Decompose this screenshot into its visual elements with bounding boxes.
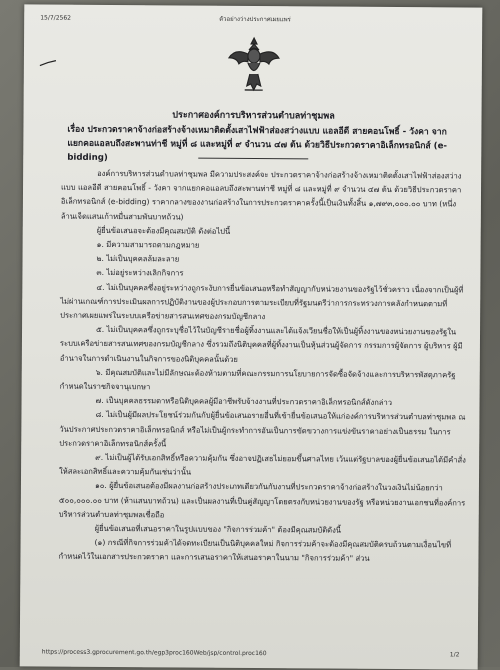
- footer-url: https://process3.gprocurement.go.th/egp3proc160Web/jsp/control.proc160: [41, 648, 267, 658]
- qualification-heading: ผู้ยื่นข้อเสนอจะต้องมีคุณสมบัติ ดังต่อไปนี้: [96, 225, 231, 236]
- qualification-item: ๕. ไม่เป็นบุคคลซึ่งถูกระบุชื่อไว้ในบัญชีรายชื่อผู้ทิ้งงานและได้แจ้งเวียนชื่อให้เป็นผู้ทิ้งงานของหน่วยงานของรัฐในระบบเครือข่ายสารสนเทศของกรมบัญชีกลาง ซึ่งรวมถึงนิติบุคคลที่ผู้ทิ้งงานเป็นหุ้นส่วนผู้จัดการ กรรมการผู้จัดการ ผู้บริหาร ผู้มีอำนาจในการดำเนินงานในกิจการของนิติบุคคลนั้นด้วย: [59, 325, 463, 364]
- announcement-subject: เรื่อง ประกวดราคาจ้างก่อสร้างจ้างเหมาติดตั้งเสาไฟฟ้าส่องสว่างแบบ แอลอีดี สายคอนโพธิ์ - วังคา จากแยกคอแอลบถึงสะพานท่าชี หมู่ที่ ๘ และหมู่ที่ ๙ จำนวน ๔๗ ต้น ด้วยวิธีประกวดราคาอิเล็กทรอนิกส์ (e-bidding): [67, 124, 448, 163]
- announcement-body: [58, 167, 469, 568]
- qualification-item: ๗. เป็นบุคคลธรรมดาหรือนิติบุคคลผู้มีอาชีพรับจ้างงานที่ประกวดราคาอิเล็กทรอนิกส์ดังกล่าว: [95, 396, 393, 408]
- qualification-item: ๓. ไม่อยู่ระหว่างเลิกกิจการ: [96, 268, 184, 278]
- joint-venture-heading: ผู้ยื่นข้อเสนอที่เสนอราคาในรูปแบบของ "กิจการร่วมค้า" ต้องมีคุณสมบัติดังนี้: [94, 523, 342, 535]
- qualification-item: ๙. ไม่เป็นผู้ได้รับเอกสิทธิ์หรือความคุ้มกัน ซึ่งอาจปฏิเสธไม่ยอมขึ้นศาลไทย เว้นแต่รัฐบาลของผู้ยื่นข้อเสนอได้มีคำสั่งให้สละเอกสิทธิ์และความคุ้มกันเช่นว่านั้น: [59, 452, 466, 477]
- intro-paragraph: องค์การบริหารส่วนตำบลท่าชุมพล มีความประสงค์จะ ประกวดราคาจ้างก่อสร้างจ้างเหมาติดตั้งเสาไฟฟ้าส่องสว่างแบบ แอลอีดี สายคอนโพธิ์ - วังคา จากแยกคอแอลบถึงสะพานท่าชี หมู่ที่ ๘ และหมู่ที่ ๙ จำนวน ๔๗ ต้น ด้วยวิธีประกวดราคาอิเล็กทรอนิกส์ (e-bidding) ราคากลางของงานก่อสร้างในการประกวดราคาครั้งนี้เป็นเงินทั้งสิ้น ๑,๗๙๓,๐๐๐.๐๐ บาท (หนึ่งล้านเจ็ดแสนเก้าหมื่นสามพันบาทถ้วน): [60, 168, 462, 222]
- qualification-item: ๔. ไม่เป็นบุคคลซึ่งอยู่ระหว่างถูกระงับการยื่นข้อเสนอหรือทำสัญญากับหน่วยงานของรัฐไว้ชั่วคราว เนื่องจากเป็นผู้ที่ไม่ผ่านเกณฑ์การประเมินผลการปฏิบัติงานของผู้ประกอบการตามระเบียบที่รัฐมนตรีว่าการกระทรวงการคลังกำหนดตามที่ประกาศเผยแพร่ในระบบเครือข่ายสารสนเทศของกรมบัญชีกลาง: [60, 282, 464, 322]
- pen-mark-icon: [38, 57, 78, 67]
- announcement-title: ประกาศองค์การบริหารส่วนตำบลท่าชุมพล: [172, 110, 335, 122]
- qualification-item: ๑๐. ผู้ยื่นข้อเสนอต้องมีผลงานก่อสร้างประเภทเดียวกันกับงานที่ประกวดราคาจ้างก่อสร้างในวงเงินไม่น้อยกว่า ๕๐๐,๐๐๐.๐๐ บาท (ห้าแสนบาทถ้วน) และเป็นผลงานที่เป็นคู่สัญญาโดยตรงกับหน่วยงานของรัฐ หรือหน่วยงานเอกชนที่องค์การบริหารส่วนตำบลท่าชุมพลเชื่อถือ: [58, 481, 466, 520]
- qualification-item: ๘. ไม่เป็นผู้มีผลประโยชน์ร่วมกันกับผู้ยื่นข้อเสนอรายอื่นที่เข้ายื่นข้อเสนอให้แก่องค์การบริหารส่วนตำบลท่าชุมพล ณ วันประกาศประกวดราคาอิเล็กทรอนิกส์ หรือไม่เป็นผู้กระทำการอันเป็นการขัดขวางการแข่งขันราคาอย่างเป็นธรรม ในการประกวดราคาอิเล็กทรอนิกส์ครั้งนี้: [59, 410, 466, 449]
- qualification-item: ๑. มีความสามารถตามกฎหมาย: [96, 239, 200, 250]
- qualification-item: ๒. ไม่เป็นบุคคลล้มละลาย: [96, 254, 180, 264]
- qualification-item: ๖. มีคุณสมบัติและไม่มีลักษณะต้องห้ามตามที่คณะกรรมการนโยบายการจัดซื้อจัดจ้างและการบริหารพัสดุภาครัฐกำหนดในราชกิจจานุเบกษา: [59, 367, 456, 392]
- page-number: 1/2: [449, 651, 460, 659]
- print-date: 15/7/2562: [40, 14, 72, 22]
- draft-label: ตัวอย่างว่างประกาศเผยแพร่: [219, 15, 291, 24]
- joint-venture-item: (๑) กรณีที่กิจการร่วมค้าได้จดทะเบียนเป็นนิติบุคคลใหม่ กิจการร่วมค้าจะต้องมีคุณสมบัติครบถ้วนตามเงื่อนไขที่กำหนดไว้ในเอกสารประกวดราคา และการเสนอราคาให้เสนอราคาในนาม "กิจการร่วมค้า" ส่วน: [58, 538, 452, 564]
- garuda-emblem-icon: [225, 34, 283, 96]
- document-page: [20, 4, 483, 669]
